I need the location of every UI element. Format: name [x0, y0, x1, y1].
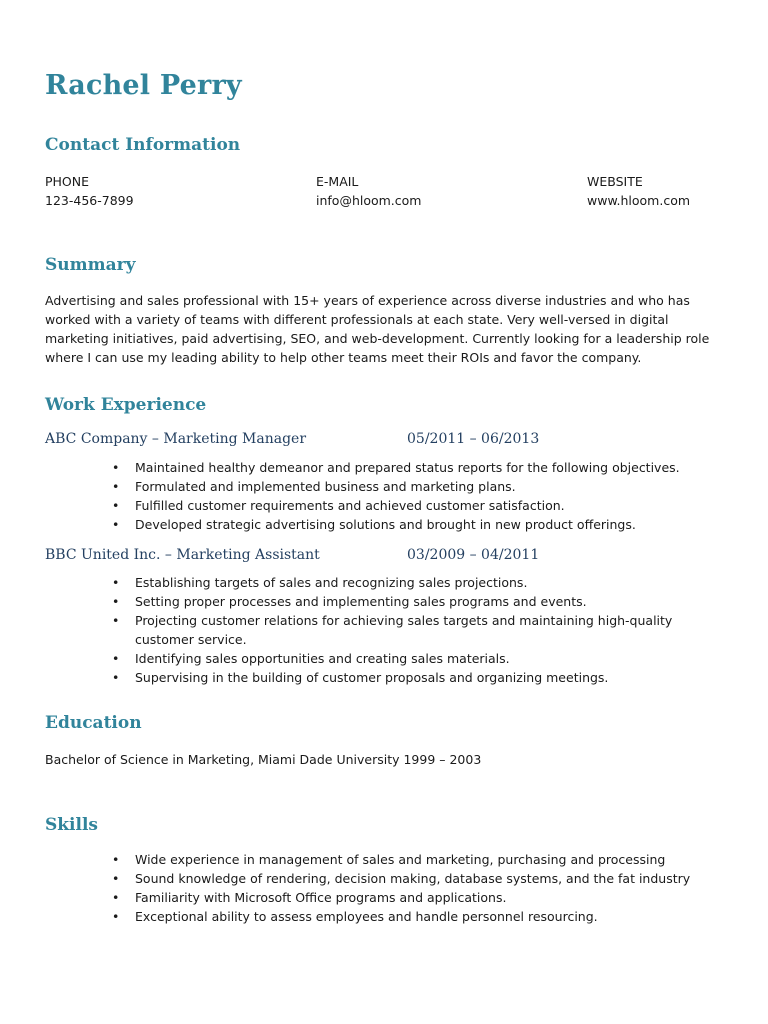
list-item: • Exceptional ability to assess employees and handle personnel resourcing.: [112, 907, 732, 926]
list-item: • Supervising in the building of customer proposals and organizing meetings.: [112, 668, 732, 687]
education-entry: Bachelor of Science in Marketing, Miami Dade University 1999 – 2003: [45, 752, 482, 767]
list-item: • Setting proper processes and implementing sales programs and events.: [112, 592, 732, 611]
list-item: • Sound knowledge of rendering, decision making, database systems, and the fat industry: [112, 869, 732, 888]
list-item: • Familiarity with Microsoft Office programs and applications.: [112, 888, 732, 907]
list-item: • Developed strategic advertising solutions and brought in new product offerings.: [112, 515, 732, 534]
list-item: • Formulated and implemented business and marketing plans.: [112, 477, 732, 496]
phone-value: 123-456-7899: [45, 193, 134, 208]
website-value: www.hloom.com: [587, 193, 691, 208]
job-1-heading: ABC Company – Marketing Manager: [45, 431, 307, 447]
contact-phone: [45, 172, 134, 210]
list-item: • Establishing targets of sales and recognizing sales projections.: [112, 573, 732, 592]
email-label: E-MAIL: [316, 174, 359, 189]
skills-bullet-list: [112, 850, 732, 926]
skills-section-title: Skills: [45, 815, 99, 835]
website-label: WEBSITE: [587, 174, 643, 189]
summary-text: Advertising and sales professional with 15+ years of experience across diverse industries and who has worked with a variety of teams with different professionals at each state. Very well-versed in digital marketing initiatives, paid advertising, SEO, and web-development. Currently looking for a leadership role where I can use my leading ability to help other teams meet their ROIs and favor the company.: [45, 293, 710, 365]
summary-section-title: Summary: [45, 255, 136, 275]
contact-website: [587, 172, 690, 210]
phone-label: PHONE: [45, 174, 90, 189]
email-value: info@hloom.com: [316, 193, 422, 208]
resume-name: Rachel Perry: [45, 70, 242, 101]
contact-section-title: Contact Information: [45, 135, 241, 155]
job-1-bullet-list: [112, 458, 732, 534]
job-1-dates: 05/2011 – 06/2013: [407, 431, 540, 447]
experience-section-title: Work Experience: [45, 395, 207, 415]
contact-email: [316, 172, 421, 210]
list-item: • Wide experience in management of sales and marketing, purchasing and processing: [112, 850, 732, 869]
job-2-dates: 03/2009 – 04/2011: [407, 547, 540, 563]
list-item: • Maintained healthy demeanor and prepared status reports for the following objectives.: [112, 458, 732, 477]
job-2-heading: BBC United Inc. – Marketing Assistant: [45, 547, 320, 563]
list-item: • Projecting customer relations for achieving sales targets and maintaining high-quality customer service.: [112, 611, 675, 649]
list-item: • Identifying sales opportunities and creating sales materials.: [112, 649, 732, 668]
list-item: • Fulfilled customer requirements and achieved customer satisfaction.: [112, 496, 732, 515]
education-section-title: Education: [45, 713, 142, 733]
job-2-bullet-list: [112, 573, 732, 687]
